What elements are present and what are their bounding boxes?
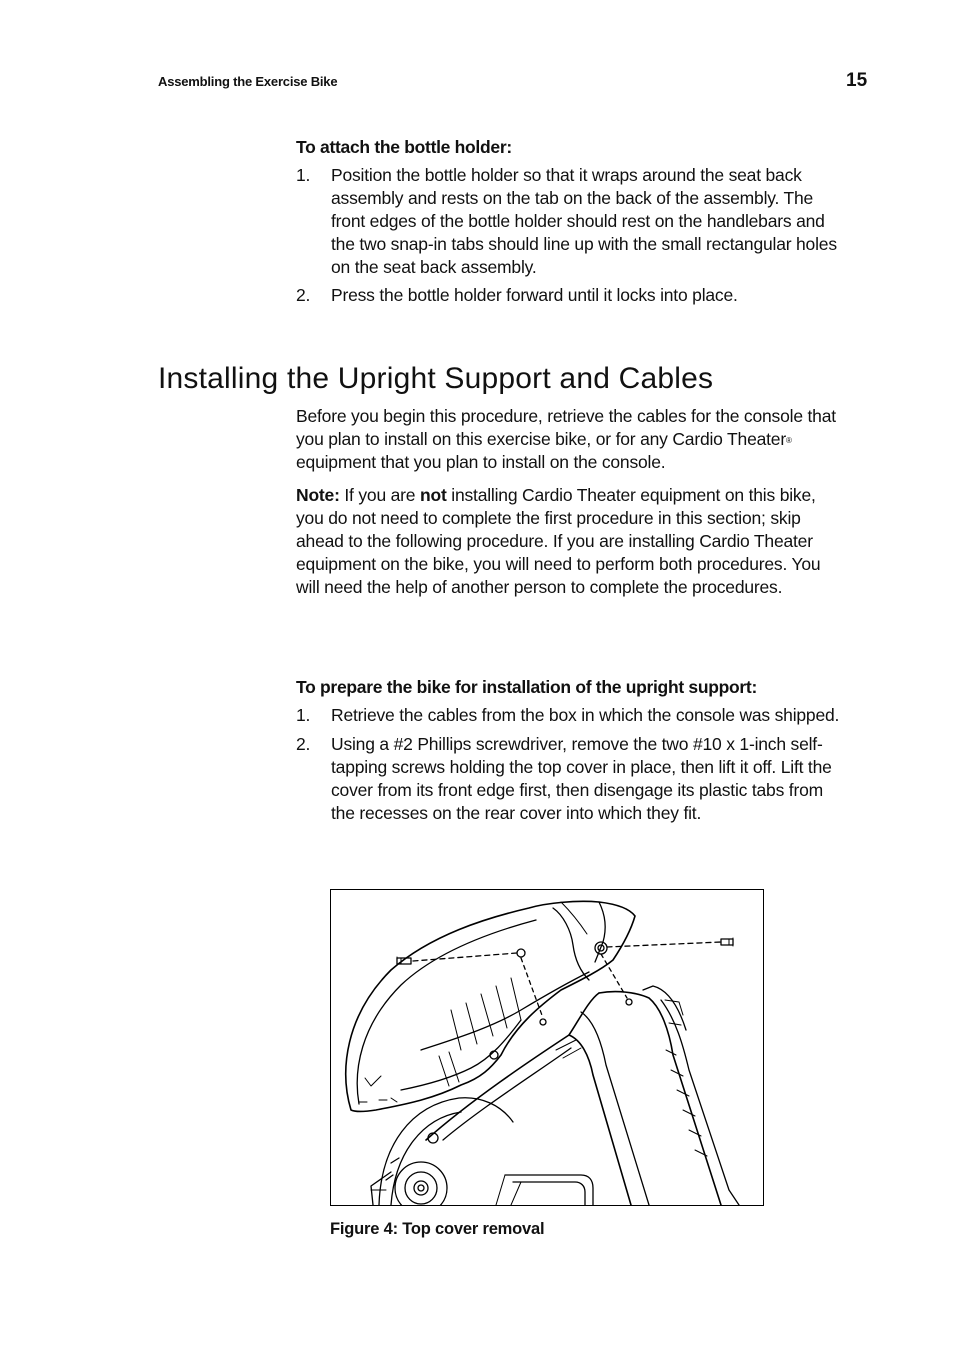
page-number: 15 [846, 70, 868, 91]
registered-mark: ® [785, 436, 792, 445]
list-item [296, 164, 846, 279]
note-paragraph [296, 484, 846, 599]
bike-top-cover-illustration [331, 890, 763, 1205]
top-cover-drawing [346, 901, 635, 1111]
step-list [296, 164, 846, 307]
procedure-heading: To prepare the bike for installation of the upright support: [296, 677, 757, 697]
note-text-continued: installing Cardio Theater equipment on this bike, you do not need to complete the first procedure in this section; skip ahead to the following procedure. If you are installing Cardio Theater equipment on the bike, you will need to perform both procedures. You will need the help of another person to complete the procedures. [296, 485, 821, 597]
step-text: Retrieve the cables from the box in which the console was shipped. [331, 705, 840, 725]
step-number: 2. [296, 285, 311, 305]
intro-paragraph [296, 405, 846, 474]
note-label: Note: [296, 485, 340, 505]
step-number: 2. [296, 734, 311, 754]
step-text: Position the bottle holder so that it wraps around the seat back assembly and rests on the tab on the back of the assembly. The front edges of the bottle holder should rest on the handlebars and the two snap-in tabs should line up with the small rectangular holes on the seat back assembly. [331, 165, 837, 277]
list-item [296, 284, 846, 307]
intro-text-continued: equipment that you plan to install on the console. [296, 452, 666, 472]
step-text: Using a #2 Phillips screwdriver, remove the two #10 x 1-inch self-tapping screws holding the top cover in place, then lift it off. Lift the cover from its front edge first, then disengage its plastic tabs from the recesses on the rear cover into which they fit. [331, 734, 832, 823]
step-text: Press the bottle holder forward until it locks into place. [331, 285, 738, 305]
section-heading: Installing the Upright Support and Cables [158, 362, 714, 395]
figure-caption: Figure 4: Top cover removal [330, 1220, 545, 1238]
screws-drawing [397, 938, 733, 1025]
step-list [296, 704, 846, 825]
prepare-procedure [296, 677, 846, 825]
list-item [296, 733, 846, 825]
upright-section-body [296, 405, 846, 599]
procedure-heading: To attach the bottle holder: [296, 137, 512, 157]
bike-frame-drawing [426, 986, 739, 1205]
intro-text: Before you begin this procedure, retrieve the cables for the console that you plan to install on this exercise bike, or for any Cardio Theater [296, 406, 836, 449]
top-cover-removal-figure [330, 889, 764, 1206]
bottle-holder-procedure [296, 137, 846, 307]
step-number: 1. [296, 705, 311, 725]
step-number: 1. [296, 165, 311, 185]
list-item [296, 704, 846, 727]
flywheel-drawing [371, 1098, 513, 1205]
note-text: If you are [339, 485, 420, 505]
note-emphasis: not [420, 485, 447, 505]
running-header: Assembling the Exercise Bike [158, 74, 338, 89]
